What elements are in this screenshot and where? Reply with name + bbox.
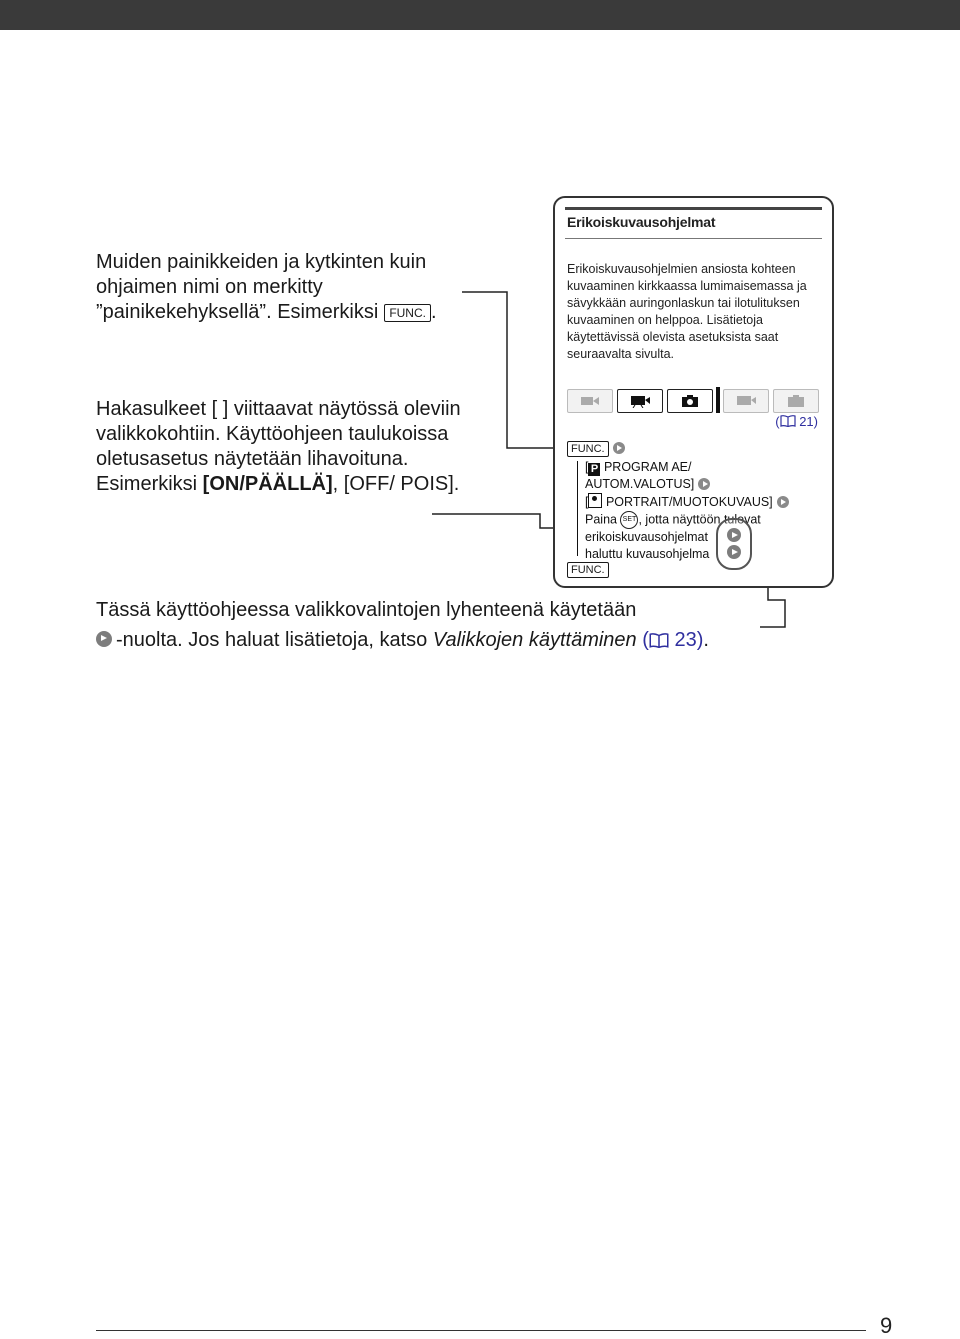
page-number: 9	[880, 1313, 893, 1338]
frame-explanation-text: Muiden painikkeiden ja kytkinten kuin ohjaimen nimi on merkitty ”painikekehyksellä”. Esimerkiksi	[96, 251, 427, 323]
menu-steps	[567, 440, 829, 563]
func-line-last	[567, 560, 609, 578]
arrow-explanation-line2: -nuolta. Jos haluat lisätietoja, katso Valikkojen käyttäminen ( 23).	[96, 625, 856, 655]
bracket-explanation-end: , [OFF/ POIS].	[332, 473, 460, 495]
example-page-box	[553, 196, 834, 588]
func-key-label: FUNC.	[384, 304, 431, 322]
menu-line-program: [ P PROGRAM AE/	[585, 460, 692, 475]
book-icon	[649, 633, 669, 648]
photo-playback-mode-icon	[773, 389, 819, 413]
box-title-rule	[565, 238, 822, 239]
movie-mode-icon	[617, 389, 663, 413]
reference-title: Valikkojen käyttäminen	[432, 629, 637, 651]
footer-rule	[96, 1330, 866, 1331]
program-ae-icon: P	[588, 463, 600, 476]
arrow-icon	[96, 631, 112, 647]
menu-line-haluttu: haluttu kuvausohjelma	[585, 547, 710, 561]
book-icon	[780, 415, 796, 427]
func-key-mini: FUNC.	[567, 562, 609, 578]
period: .	[430, 301, 437, 323]
arrow-explanation-line1: Tässä käyttöohjeessa valikkovalintojen lyhenteenä käytetään	[96, 599, 637, 621]
arrow-icon	[727, 545, 741, 559]
portrait-icon	[588, 493, 602, 508]
frame-explanation-paragraph	[96, 250, 476, 325]
box-title: Erikoiskuvausohjelmat	[567, 214, 716, 230]
arrow-icon	[727, 528, 741, 542]
highlight-circle	[716, 518, 752, 570]
menu-line-paina: Paina SET , jotta näyttöön tulevat	[567, 511, 829, 529]
menu-line-erikois: erikoiskuvausohjelmat	[585, 530, 708, 544]
func-key-mini: FUNC.	[567, 441, 609, 457]
mode-icons-row	[567, 389, 817, 415]
movie-auto-mode-icon	[567, 389, 613, 413]
photo-mode-icon	[667, 389, 713, 413]
mode-separator	[716, 387, 720, 413]
page-reference-number: 21	[799, 414, 814, 429]
box-top-rule	[565, 207, 822, 210]
movie-playback-mode-icon	[723, 389, 769, 413]
arrow-explanation-paragraph	[96, 595, 856, 655]
menu-line-autom: AUTOM.VALOTUS]	[567, 476, 829, 493]
bracket-explanation-text: Hakasulkeet [ ] viittaavat näytössä oleviin valikkokohtiin. Käyttöohjeen taulukoissa oletusasetus näytetään lihavoituna. Esimerkiksi	[96, 398, 461, 495]
menu-line-portrait: [ PORTRAIT/MUOTOKUVAUS]	[567, 493, 829, 511]
arrow-icon	[698, 478, 710, 490]
set-button-icon: SET	[620, 511, 638, 529]
page-reference: ( 21)	[775, 414, 818, 429]
arrow-icon	[777, 496, 789, 508]
bracket-explanation-paragraph	[96, 397, 476, 497]
box-body-text: Erikoiskuvausohjelmien ansiosta kohteen kuvaaminen kirkkaassa lumimaisemassa ja sävykkään auringonlaskun tai ilotulituksen kuvaaminen on helppoa. Lisätietoja käytettävissä olevista asetuksista saat seuraavalta sivulta.	[567, 262, 807, 361]
page-reference: ( 23)	[642, 629, 704, 651]
bold-example: [ON/PÄÄLLÄ]	[202, 473, 333, 495]
